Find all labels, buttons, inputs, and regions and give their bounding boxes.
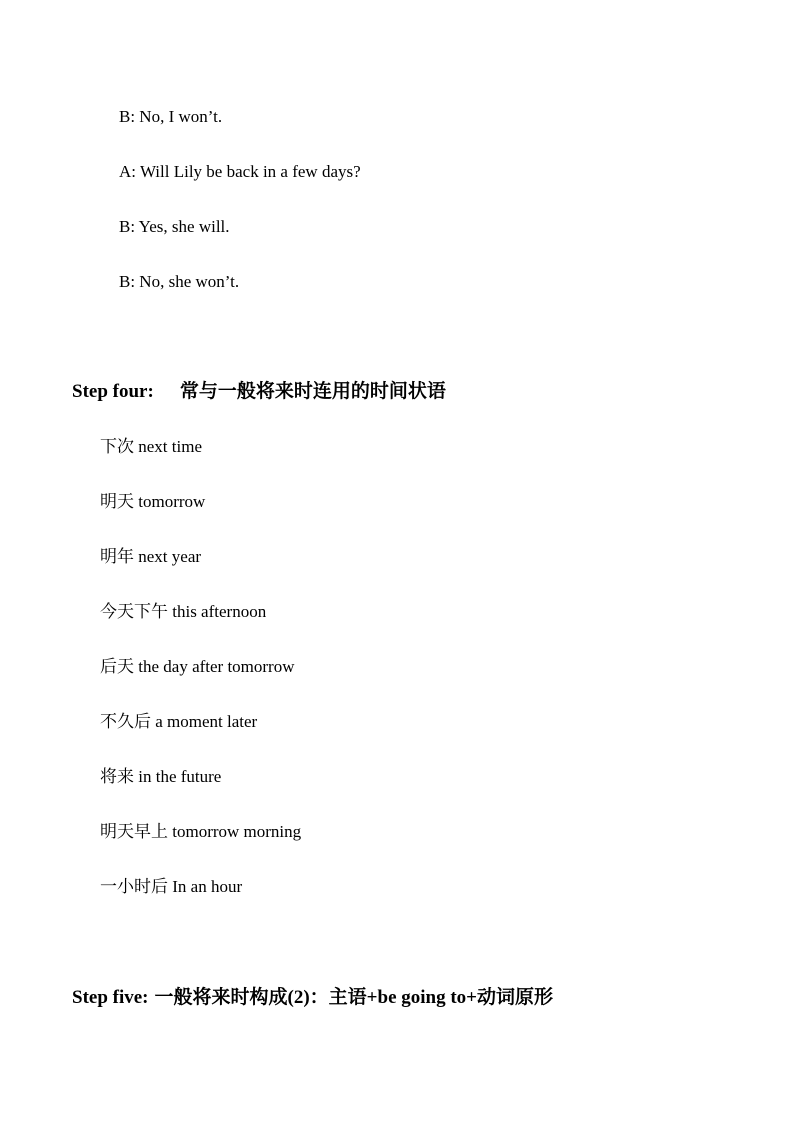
time-adverbial-item: 将来 in the future [100, 767, 222, 786]
time-adverbial-item: 一小时后 In an hour [100, 877, 243, 896]
time-adverbial-item: 后天 the day after tomorrow [100, 657, 295, 676]
step-four-heading [72, 381, 446, 403]
step-five-title: 一般将来时构成(2)：主语+be going to+动词原形 [154, 987, 553, 1008]
dialogue-line: B: Yes, she will. [119, 217, 230, 236]
step-four-title: 常与一般将来时连用的时间状语 [179, 381, 446, 402]
step-four-label: Step four: [72, 381, 154, 402]
time-adverbial-item: 今天下午 this afternoon [100, 602, 267, 621]
dialogue-line: B: No, I won’t. [119, 107, 223, 126]
time-adverbial-item: 明天早上 tomorrow morning [100, 822, 302, 841]
dialogue-line: A: Will Lily be back in a few days? [119, 162, 361, 181]
time-adverbial-item: 明年 next year [100, 547, 202, 566]
dialogue-line: B: No, she won’t. [119, 272, 240, 291]
time-adverbial-item: 明天 tomorrow [100, 492, 206, 511]
time-adverbial-item: 不久后 a moment later [100, 712, 258, 731]
time-adverbial-item: 下次 next time [100, 437, 202, 456]
step-five-heading [72, 987, 553, 1009]
step-five-label: Step five: [72, 987, 149, 1008]
